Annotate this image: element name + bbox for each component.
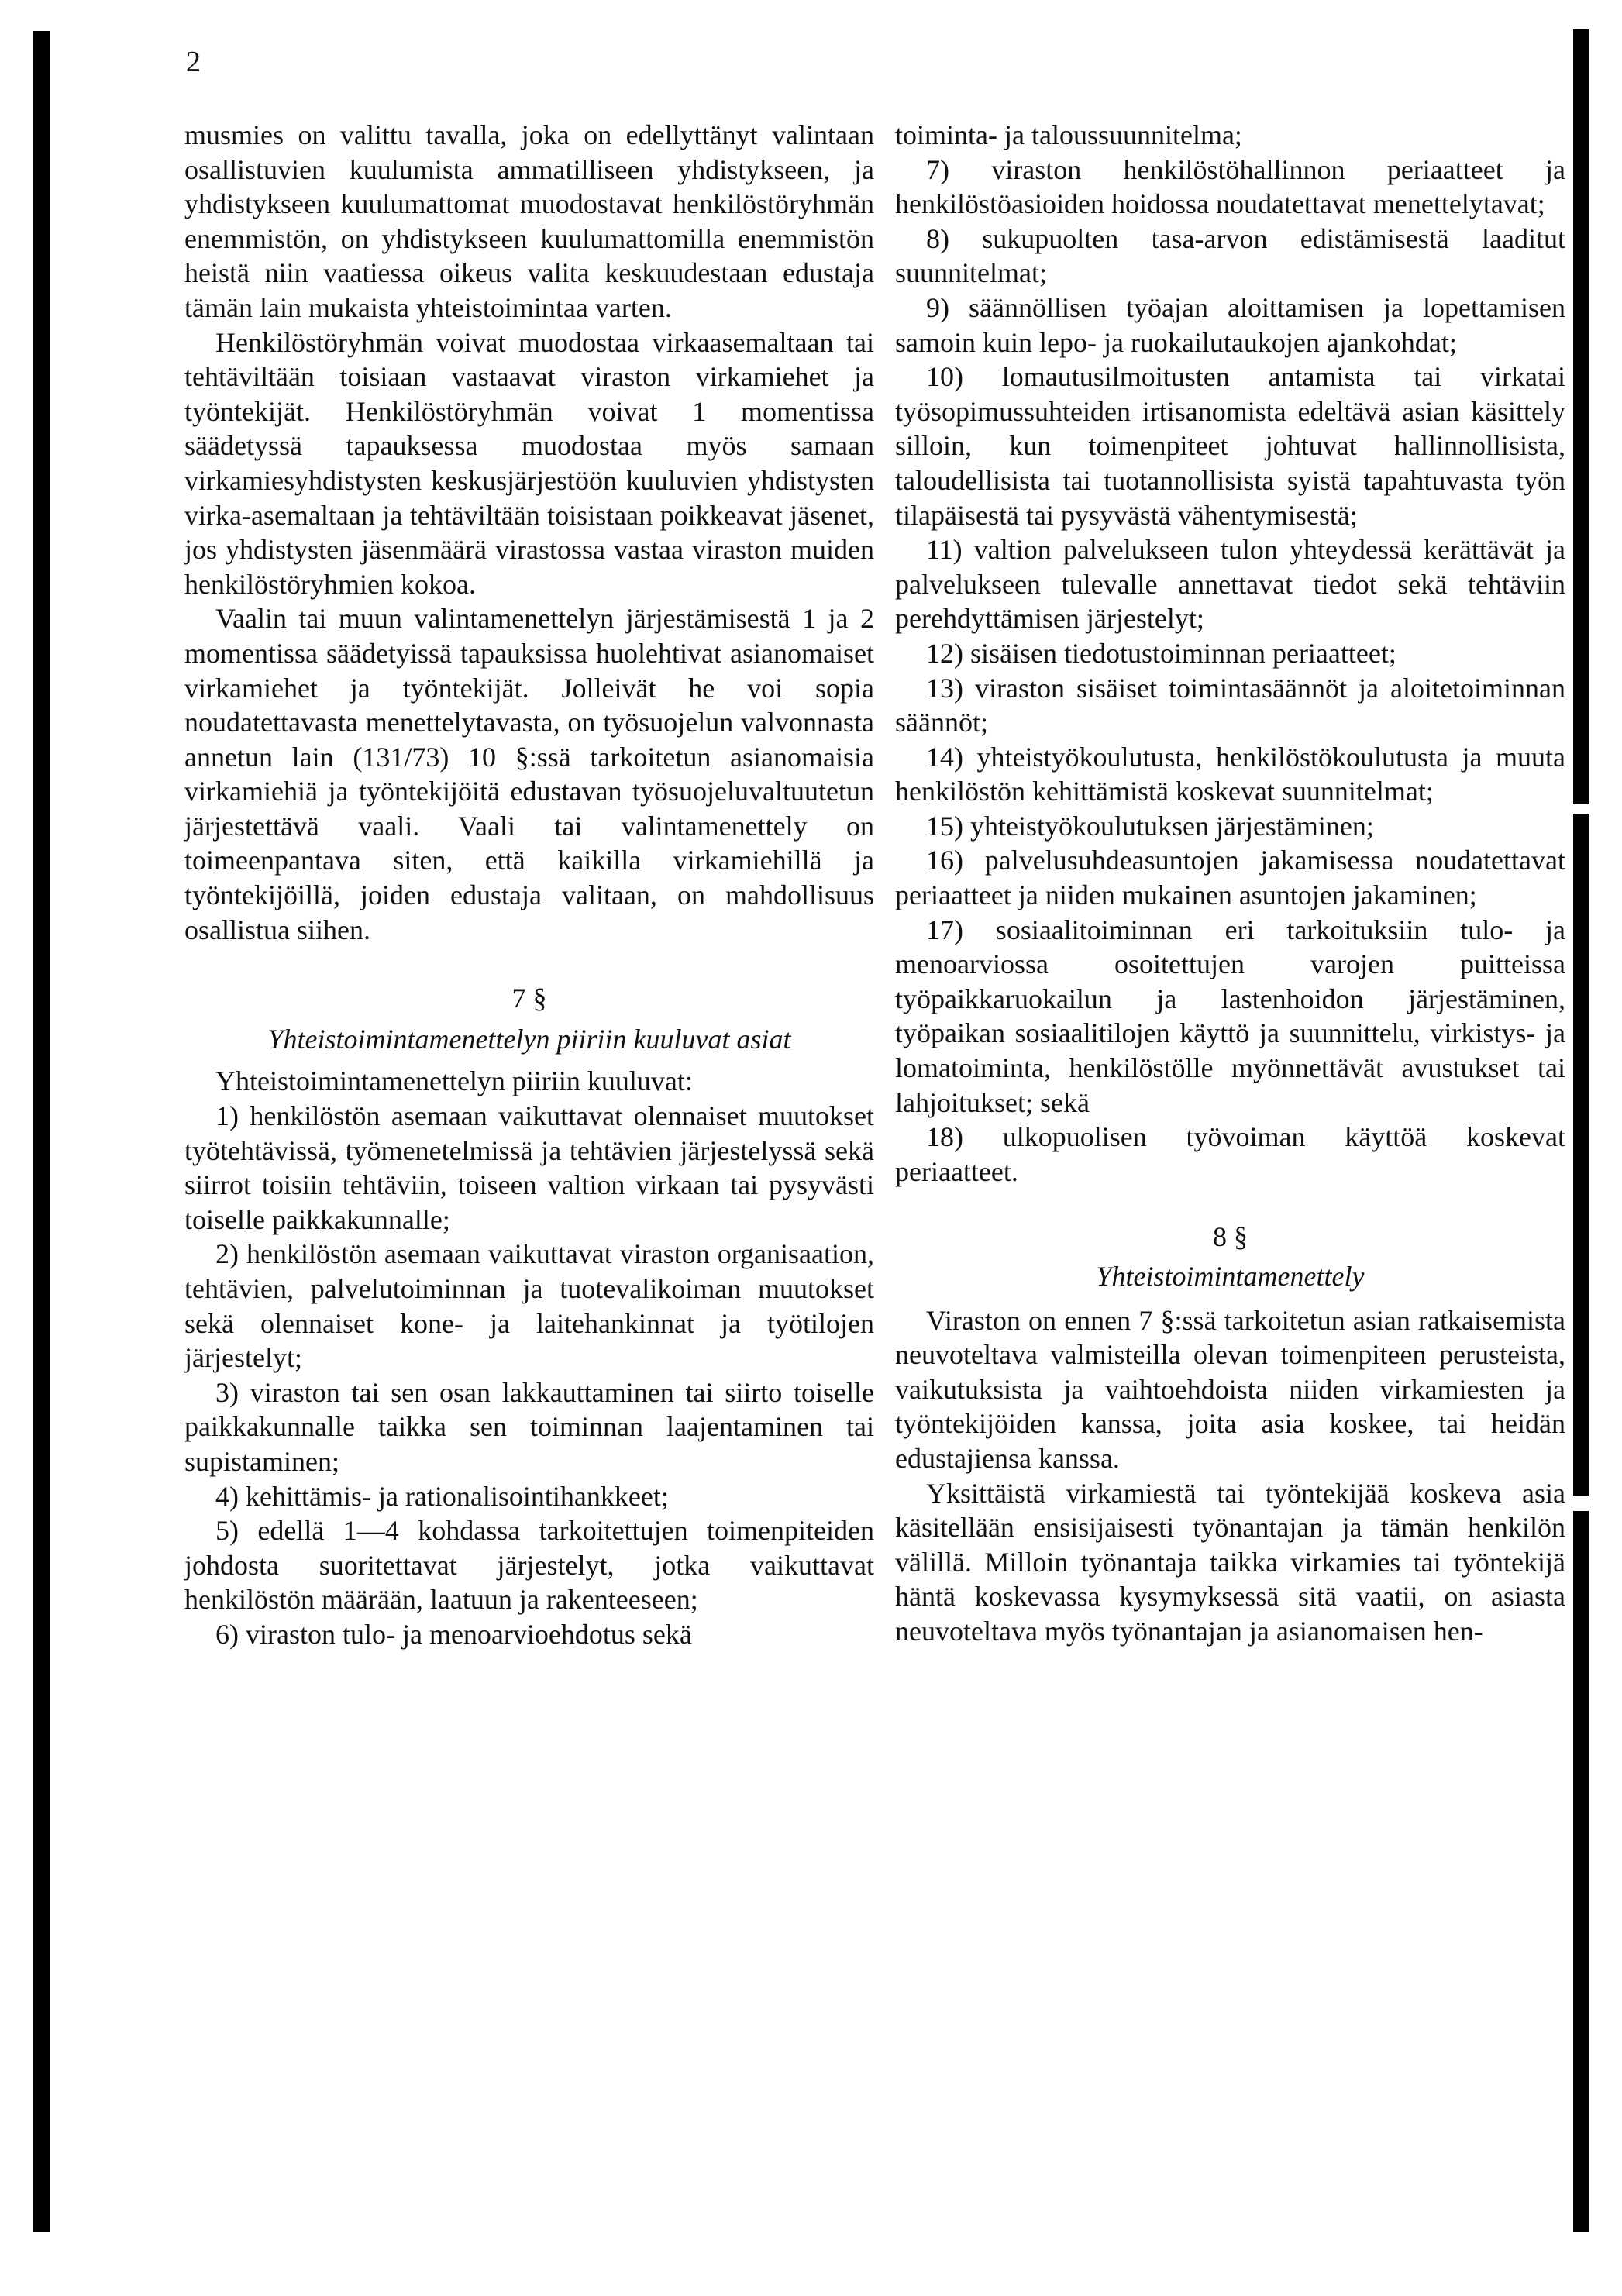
left-column xyxy=(184,118,874,1652)
right-margin-bar-lower xyxy=(1573,1511,1589,2232)
list-item: 10) lomautusilmoitusten antamista tai virkatai työsopimussuhteiden irtisanomista edeltävä asian käsittely silloin, kun toimenpiteet johtuvat hallinnollisista, taloudellisista tai tuotannollisista syistä tapahtuvasta työn tilapäisestä tai pysyvästä vähentymisestä; xyxy=(895,361,1565,531)
list-item: 17) sosiaalitoiminnan eri tarkoituksiin tulo- ja menoarviossa osoitettujen varojen puitteissa työpaikkaruokailun ja lastenhoidon järjestäminen, työpaikan sosiaalitilojen käyttö ja suunnittelu, virkistys- ja lomatoiminta, henkilöstölle myönnettävät avustukset tai lahjoitukset; sekä xyxy=(895,914,1565,1118)
right-margin-bar-middle xyxy=(1573,814,1589,1496)
list-item: 15) yhteistyökoulutuksen järjestäminen; xyxy=(926,810,1374,842)
list-item: 16) palvelusuhdeasuntojen jakamisessa noudatettavat periaatteet ja niiden mukainen asuntojen jakaminen; xyxy=(895,845,1565,911)
section-7-number: 7 § xyxy=(511,983,547,1014)
list-item: 14) yhteistyökoulutusta, henkilöstökoulutusta ja muuta henkilöstön kehittämistä koskevat suunnitelmat; xyxy=(895,741,1565,807)
list-item: 7) viraston henkilöstöhallinnon periaatteet ja henkilöstöasioiden hoidossa noudatettavat menettelytavat; xyxy=(895,153,1565,220)
list-item: 8) sukupuolten tasa-arvon edistämisestä laaditut suunnitelmat; xyxy=(895,222,1565,289)
list-item: 3) viraston tai sen osan lakkauttaminen tai siirto toiselle paikkakunnalle taikka sen toiminnan laajentaminen tai supistaminen; xyxy=(184,1376,874,1477)
right-paragraph-2: Yksittäistä virkamiestä tai työntekijää koskeva asia käsitellään ensisijaisesti työnantajan ja tämän henkilön välillä. Milloin työnantaja taikka virkamies tai työntekijä häntä koskevassa kysymyksessä sitä vaatii, on asiasta neuvoteltava myös työnantajan ja asianomaisen hen- xyxy=(895,1477,1565,1647)
right-margin-bar-upper xyxy=(1573,29,1589,804)
section-7-intro: Yhteistoimintamenettelyn piiriin kuuluvat: xyxy=(215,1065,693,1097)
section-7-title: Yhteistoimintamenettelyn piiriin kuuluvat asiat xyxy=(267,1023,791,1055)
list-item: 1) henkilöstön asemaan vaikuttavat olennaiset muutokset työtehtävissä, työmenetelmissä ja tehtävien järjestelyssä sekä siirrot toisiin tehtäviin, toiseen valtion virkaan tai pysyvästi toiselle paikkakunnalle; xyxy=(184,1100,874,1235)
left-paragraph-3: Vaalin tai muun valintamenettelyn järjestämisestä 1 ja 2 momentissa säädetyissä tapauksissa huolehtivat asianomaiset virkamiehet ja työntekijät. Jolleivät he voi sopia noudatettavasta menettelytavasta, on työsuojelun valvonnasta annetun lain (131/73) 10 §:ssä tarkoitetun asianomaisia virkamiehiä ja työntekijöitä edustavan työsuojeluvaltuutetun järjestettävä vaali. Vaali tai valintamenettely on toimeenpantava siten, että kaikilla virkamiehillä ja työntekijöillä, joiden edustaja valitaan, on mahdollisuus osallistua siihen. xyxy=(184,603,874,945)
right-column xyxy=(895,118,1565,1649)
list-item: 6) viraston tulo- ja menoarvioehdotus sekä xyxy=(215,1618,692,1650)
left-paragraph-2: Henkilöstöryhmän voivat muodostaa virkaasemaltaan tai tehtäviltään toisiaan vastaavat viraston virkamiehet ja työntekijät. Henkilöstöryhmän voivat 1 momentissa säädetyssä tapauksessa muodostaa myös samaan virkamiesyhdistysten keskusjärjestöön kuuluvien yhdistysten virka-asemaltaan ja tehtäviltään toisistaan poikkeavat jäsenet, jos yhdistysten jäsenmäärä virastossa vastaa viraston muiden henkilöstöryhmien kokoa. xyxy=(184,326,874,600)
list-item: 11) valtion palvelukseen tulon yhteydessä kerättävät ja palvelukseen tulevalle annettavat tiedot sekä tehtäviin perehdyttämisen järjestelyt; xyxy=(895,534,1565,635)
left-margin-bar xyxy=(33,31,50,2232)
section-8-title: Yhteistoimintamenettely xyxy=(1096,1261,1365,1292)
left-paragraph-1: musmies on valittu tavalla, joka on edellyttänyt valintaan osallistuvien kuulumista ammatilliseen yhdistykseen, ja yhdistykseen kuulumattomat muodostavat henkilöstöryhmän enemmistön, on yhdistykseen kuulumattomilla enemmistön heistä niin vaatiessa oikeus valita keskuudestaan edustaja tämän lain mukaista yhteistoimintaa varten. xyxy=(184,119,874,323)
list-item: 18) ulkopuolisen työvoiman käyttöä koskevat periaatteet. xyxy=(895,1121,1565,1187)
list-item: 4) kehittämis- ja rationalisointihankkeet; xyxy=(215,1480,669,1512)
list-item: 12) sisäisen tiedotustoiminnan periaatteet; xyxy=(926,637,1396,669)
right-paragraph-1: Viraston on ennen 7 §:ssä tarkoitetun asian ratkaisemista neuvoteltava valmisteilla olevan toimenpiteen perusteista, vaikutuksista ja vaihtoehdoista niiden virkamiesten ja työntekijöiden kanssa, joita asia koskee, tai heidän edustajiensa kanssa. xyxy=(895,1304,1565,1474)
page-number: 2 xyxy=(186,46,201,78)
right-continuation: toiminta- ja taloussuunnitelma; xyxy=(895,119,1242,150)
list-item: 5) edellä 1—4 kohdassa tarkoitettujen toimenpiteiden johdosta suoritettavat järjestelyt, jotka vaikuttavat henkilöstön määrään, laatuun ja rakenteeseen; xyxy=(184,1515,874,1616)
section-8-number: 8 § xyxy=(1213,1221,1248,1253)
list-item: 13) viraston sisäiset toimintasäännöt ja aloitetoiminnan säännöt; xyxy=(895,672,1565,738)
list-item: 2) henkilöstön asemaan vaikuttavat viraston organisaation, tehtävien, palvelutoiminnan ja tuotevalikoiman muutokset sekä olennaiset kone- ja laitehankinnat ja työtilojen järjestelyt; xyxy=(184,1238,874,1374)
list-item: 9) säännöllisen työajan aloittamisen ja lopettamisen samoin kuin lepo- ja ruokailutaukojen ajankohdat; xyxy=(895,291,1565,358)
